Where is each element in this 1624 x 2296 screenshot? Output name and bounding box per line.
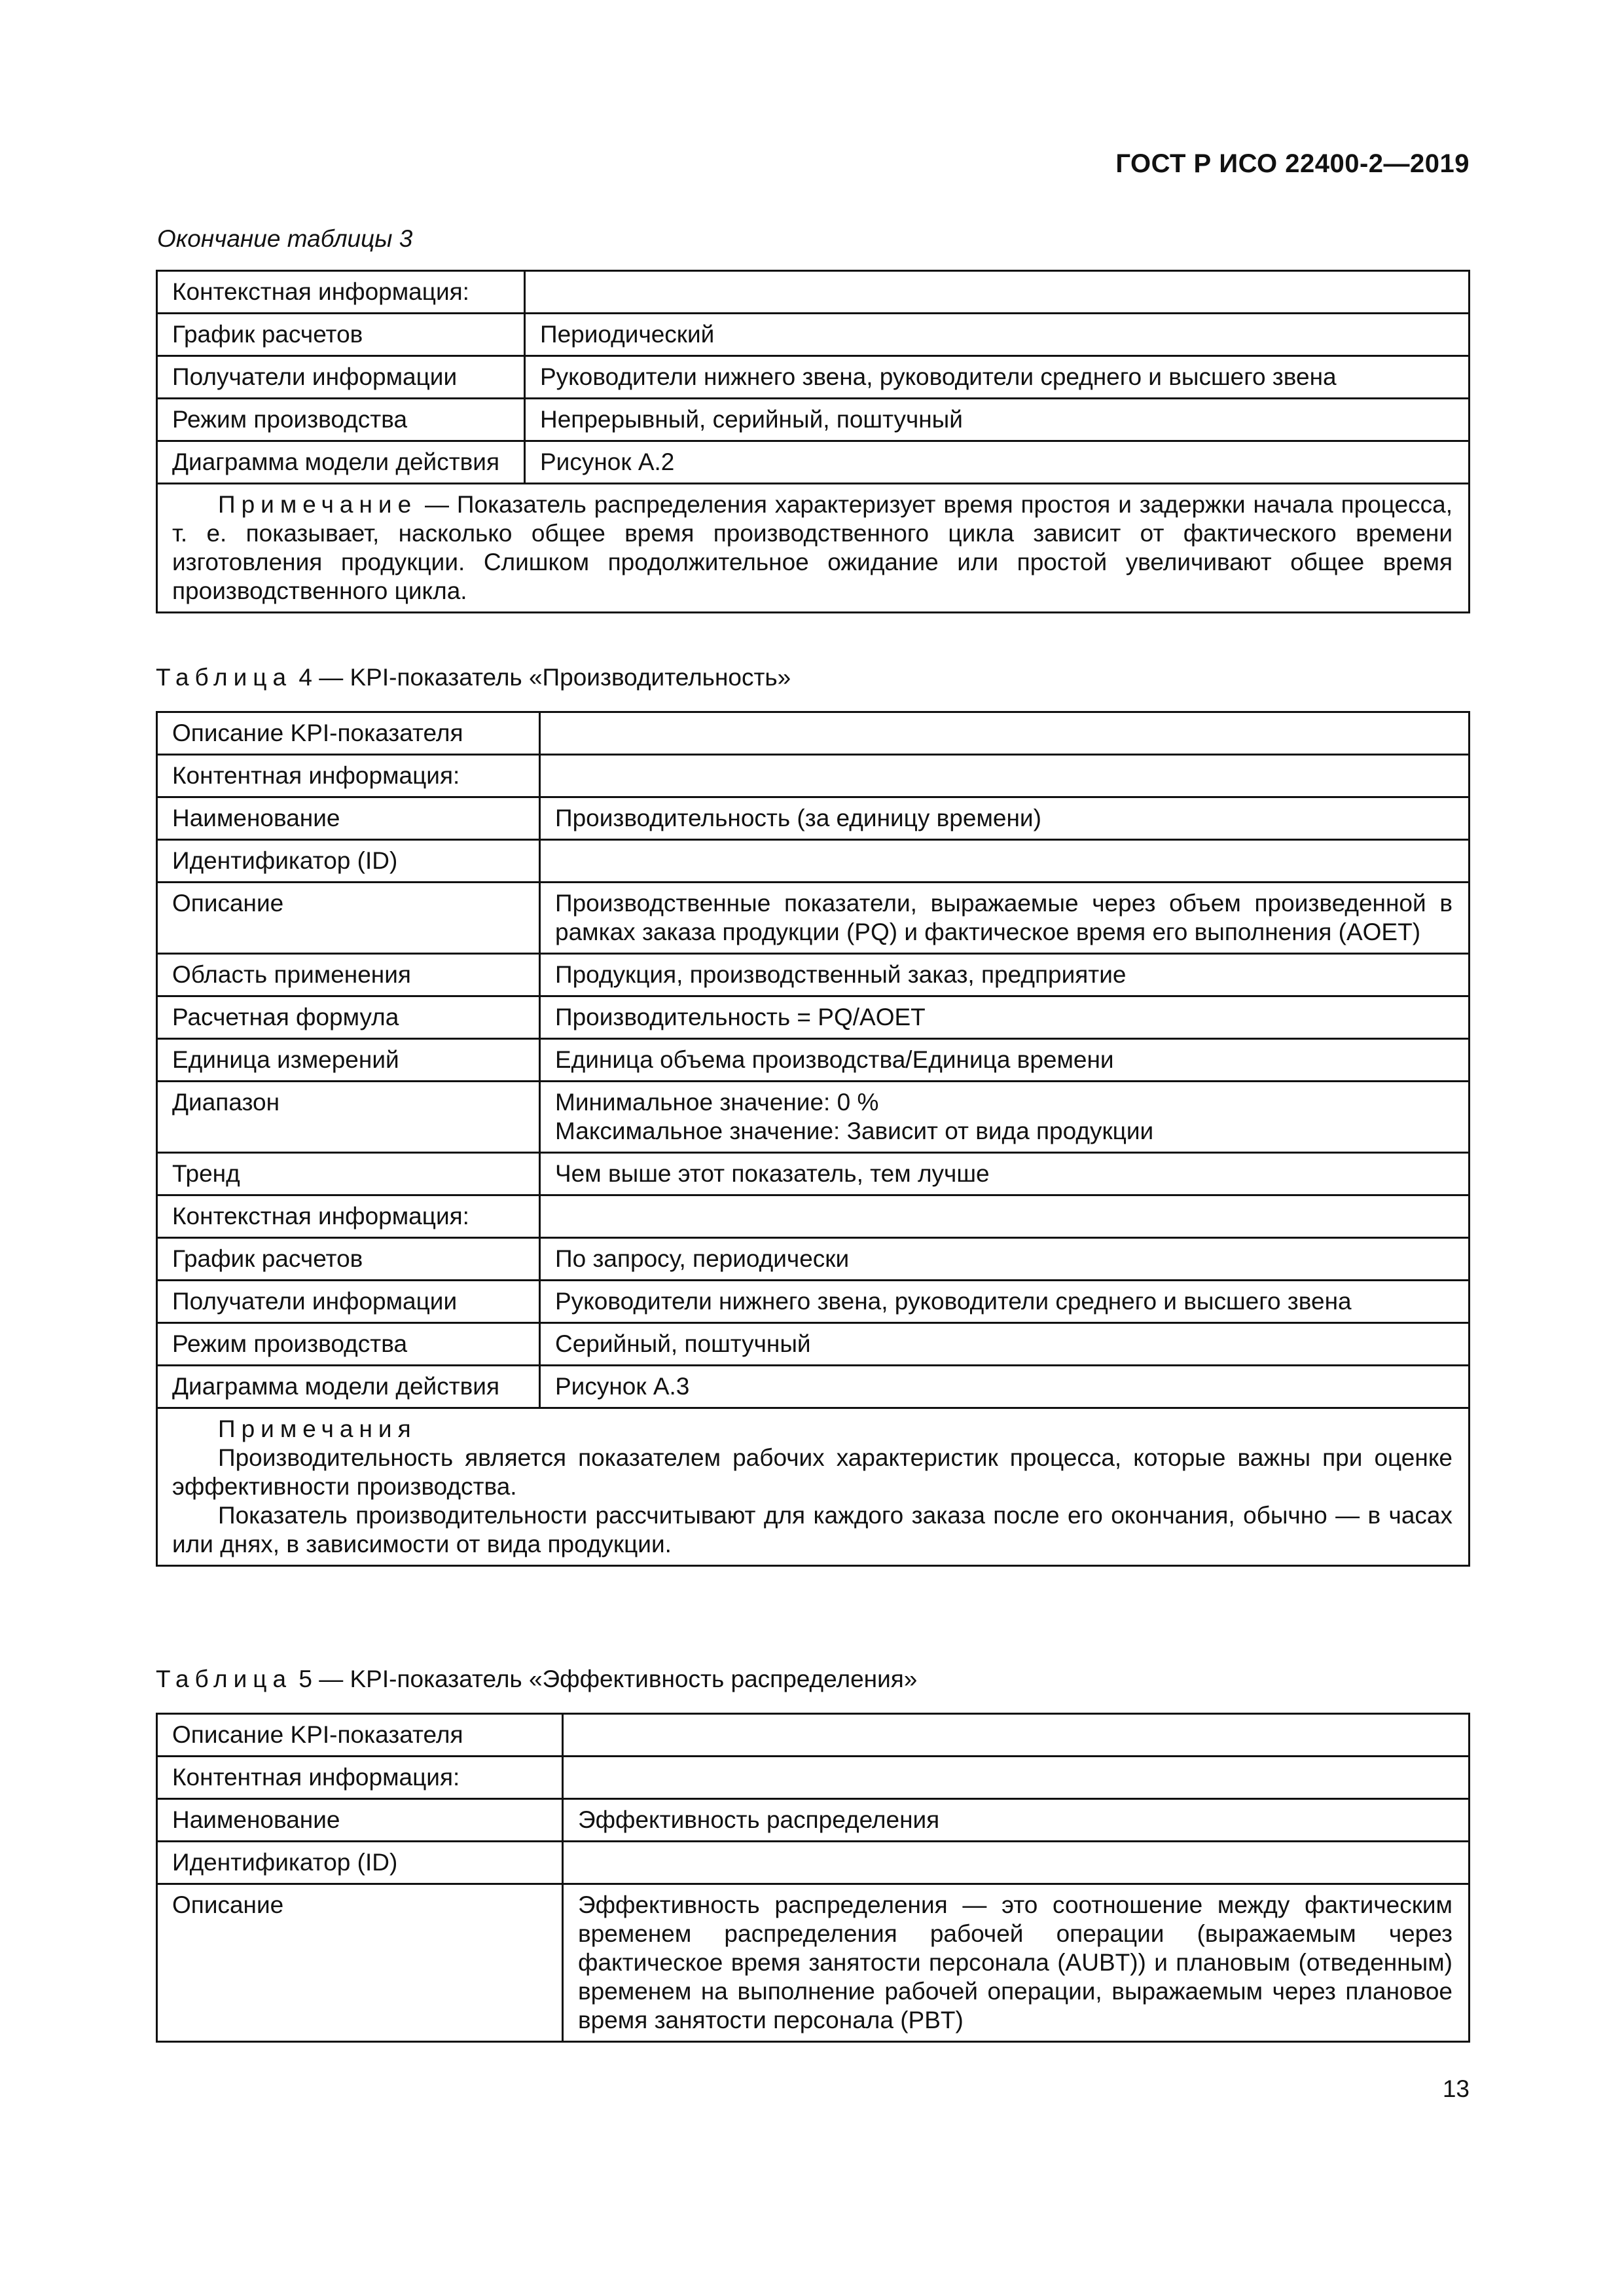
row-value: По запросу, периодически — [540, 1238, 1470, 1281]
row-label: Область применения — [157, 954, 540, 996]
range-min: Минимальное значение: 0 % — [555, 1089, 879, 1116]
row-value: Эффективность распределения — это соотношение между фактическим временем распределения рабочей операции (выражаемым через фактическое время занятости персонала (AUBT)) и плановым (отведенным) временем на выполнение рабочей операции, выражаемым через плановое время занятости персонала (PBT) — [563, 1884, 1470, 2042]
note-1: Производительность является показателем рабочих характеристик процесса, которые важны при оценке эффективности производства. — [172, 1444, 1453, 1500]
table-row — [157, 883, 1470, 954]
table-row — [157, 797, 1470, 840]
row-label: Контентная информация: — [157, 755, 540, 797]
table-row — [157, 441, 1470, 484]
row-label: Режим производства — [157, 1323, 540, 1366]
table-row — [157, 1238, 1470, 1281]
row-value — [540, 840, 1470, 883]
row-value: Производительность = PQ/AOET — [540, 996, 1470, 1039]
table4-notes — [157, 1408, 1470, 1566]
row-label: График расчетов — [157, 1238, 540, 1281]
row-label: Режим производства — [157, 399, 525, 441]
table-row — [157, 1842, 1470, 1884]
page-number: 13 — [1442, 2075, 1470, 2102]
row-label: Описание KPI-показателя — [157, 1714, 563, 1757]
table-row — [157, 1323, 1470, 1366]
row-value: Эффективность распределения — [563, 1799, 1470, 1842]
row-value — [525, 271, 1470, 314]
row-value: Рисунок А.2 — [525, 441, 1470, 484]
table-row — [157, 356, 1470, 399]
row-label: Диаграмма модели действия — [157, 441, 525, 484]
table3-end — [156, 270, 1470, 613]
row-label: Наименование — [157, 797, 540, 840]
table-row — [157, 1281, 1470, 1323]
table-row — [157, 1039, 1470, 1082]
row-value: Серийный, поштучный — [540, 1323, 1470, 1366]
row-value: Продукция, производственный заказ, предприятие — [540, 954, 1470, 996]
table4-caption — [156, 664, 791, 691]
row-label: Контентная информация: — [157, 1757, 563, 1799]
table-note-row — [157, 484, 1470, 613]
range-max: Максимальное значение: Зависит от вида продукции — [555, 1118, 1154, 1144]
table-note-row — [157, 1408, 1470, 1566]
notes-label: Примечания — [218, 1415, 417, 1442]
table-row — [157, 755, 1470, 797]
table-row — [157, 954, 1470, 996]
row-value: Чем выше этот показатель, тем лучше — [540, 1153, 1470, 1195]
note-label: Примечание — [218, 491, 418, 518]
caption-text: 5 — KPI-показатель «Эффективность распределения» — [292, 1666, 918, 1692]
caption-label: Таблица — [156, 664, 293, 691]
row-label: Получатели информации — [157, 1281, 540, 1323]
table5 — [156, 1713, 1470, 2043]
table-row — [157, 840, 1470, 883]
row-value — [563, 1757, 1470, 1799]
row-value — [540, 712, 1470, 755]
row-label: Контекстная информация: — [157, 271, 525, 314]
row-value: Руководители нижнего звена, руководители среднего и высшего звена — [525, 356, 1470, 399]
row-value: Единица объема производства/Единица времени — [540, 1039, 1470, 1082]
row-value — [540, 755, 1470, 797]
note-2: Показатель производительности рассчитывают для каждого заказа после его окончания, обычно — в часах или днях, в зависимости от вида продукции. — [172, 1502, 1453, 1558]
row-label: Наименование — [157, 1799, 563, 1842]
row-value: Рисунок А.3 — [540, 1366, 1470, 1408]
row-value: Руководители нижнего звена, руководители среднего и высшего звена — [540, 1281, 1470, 1323]
row-value — [540, 1195, 1470, 1238]
table-row — [157, 1153, 1470, 1195]
row-label: График расчетов — [157, 314, 525, 356]
table-row — [157, 314, 1470, 356]
table-row — [157, 399, 1470, 441]
caption-label: Таблица — [156, 1666, 293, 1692]
row-value — [563, 1842, 1470, 1884]
row-label: Описание — [157, 1884, 563, 2042]
note-text: — Показатель распределения характеризует время простоя и задержки начала процесса, т. е. показывает, насколько общее время производственного цикла зависит от фактического времени изготовления продукции. Слишком продолжительное ожидание или простой увеличивают общее время производственного цикла. — [172, 491, 1453, 604]
row-label: Диапазон — [157, 1082, 540, 1153]
row-value: Непрерывный, серийный, поштучный — [525, 399, 1470, 441]
row-label: Описание — [157, 883, 540, 954]
table4 — [156, 711, 1470, 1567]
table-row — [157, 712, 1470, 755]
row-label: Идентификатор (ID) — [157, 1842, 563, 1884]
table-row — [157, 1714, 1470, 1757]
standard-code: ГОСТ Р ИСО 22400-2—2019 — [1115, 149, 1470, 178]
row-value: Периодический — [525, 314, 1470, 356]
row-label: Расчетная формула — [157, 996, 540, 1039]
table-row — [157, 1082, 1470, 1153]
table-row — [157, 1757, 1470, 1799]
row-label: Контекстная информация: — [157, 1195, 540, 1238]
row-label: Диаграмма модели действия — [157, 1366, 540, 1408]
table5-caption — [156, 1666, 917, 1693]
row-value: Производительность (за единицу времени) — [540, 797, 1470, 840]
table-row — [157, 1366, 1470, 1408]
table-row — [157, 1195, 1470, 1238]
row-label: Тренд — [157, 1153, 540, 1195]
caption-text: 4 — KPI-показатель «Производительность» — [292, 664, 791, 691]
table-row — [157, 271, 1470, 314]
row-value: Производственные показатели, выражаемые через объем произведенной в рамках заказа продукции (PQ) и фактическое время его выполнения (AOET) — [540, 883, 1470, 954]
row-value — [563, 1714, 1470, 1757]
table3-continuation-title: Окончание таблицы 3 — [157, 225, 413, 252]
row-label: Идентификатор (ID) — [157, 840, 540, 883]
table-row — [157, 1884, 1470, 2042]
table-row — [157, 1799, 1470, 1842]
table3-note — [157, 484, 1470, 613]
row-value — [540, 1082, 1470, 1153]
row-label: Получатели информации — [157, 356, 525, 399]
table-row — [157, 996, 1470, 1039]
row-label: Единица измерений — [157, 1039, 540, 1082]
row-label: Описание KPI-показателя — [157, 712, 540, 755]
